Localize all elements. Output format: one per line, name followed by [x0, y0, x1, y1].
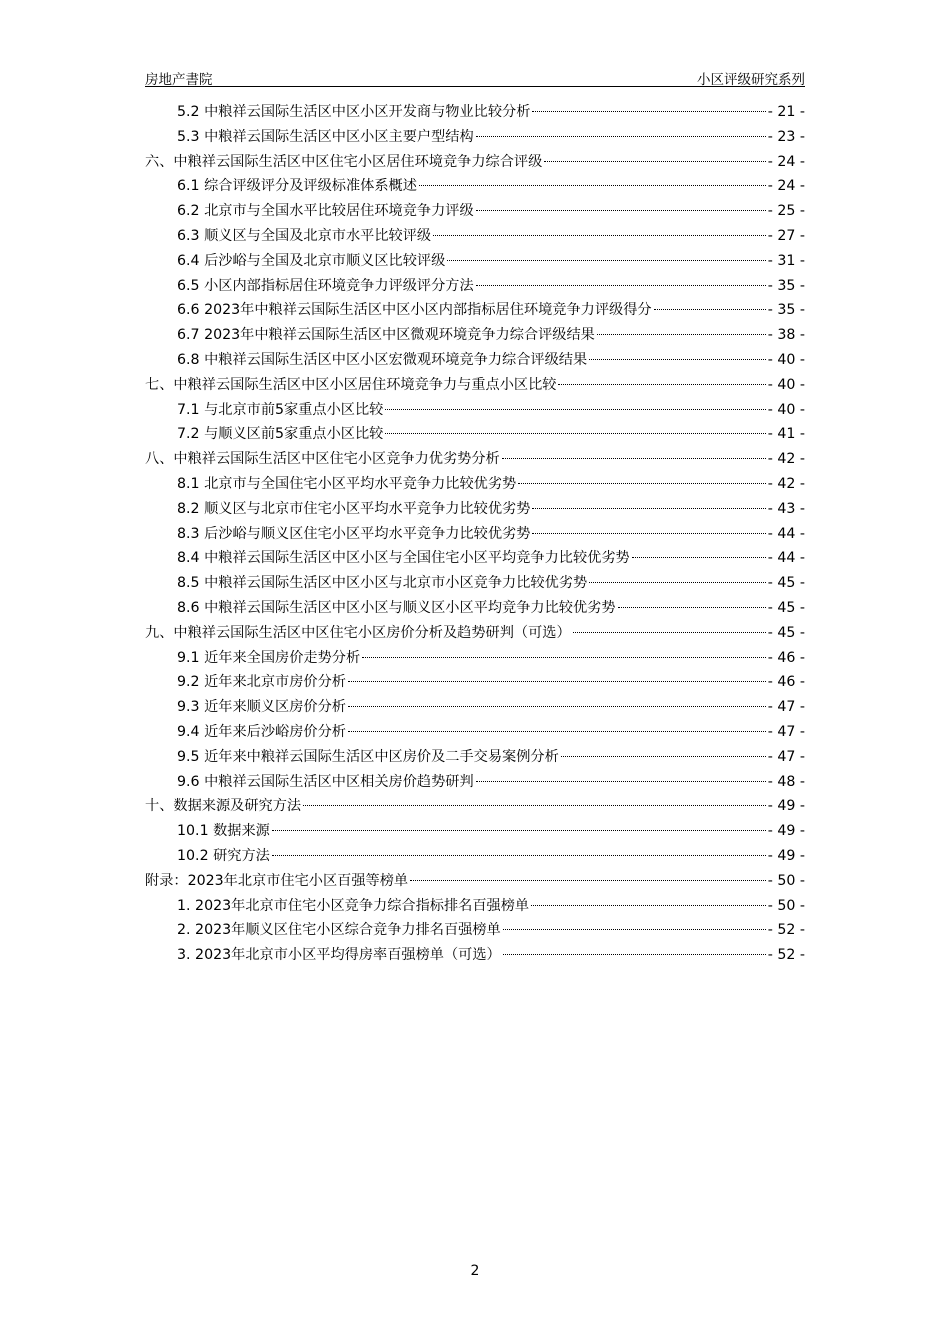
header-publisher: 房地产書院 [145, 72, 213, 88]
toc-entry-page: - 52 - [767, 922, 805, 939]
toc-entry[interactable] [145, 250, 805, 275]
toc-entry[interactable] [145, 299, 805, 324]
dot-leader [532, 533, 765, 534]
toc-entry-page: - 50 - [767, 872, 805, 889]
toc-entry[interactable] [145, 151, 805, 176]
toc-entry-title: 10.2 研究方法 [177, 847, 270, 864]
toc-entry[interactable] [145, 200, 805, 225]
toc-entry-title: 7.2 与顺义区前5家重点小区比较 [177, 426, 384, 443]
toc-entry-title: 6.5 小区内部指标居住环境竞争力评级评分方法 [177, 277, 474, 294]
dot-leader [573, 632, 766, 633]
toc-entry-title: 6.1 综合评级评分及评级标准体系概述 [177, 178, 417, 195]
toc-entry-page: - 49 - [767, 798, 805, 815]
toc-entry-page: - 35 - [767, 302, 805, 319]
dot-leader [531, 905, 766, 906]
page-number: 2 [470, 1263, 480, 1279]
toc-entry-title: 6.3 顺义区与全国及北京市水平比较评级 [177, 227, 432, 244]
table-of-contents [145, 101, 805, 969]
toc-entry-page: - 45 - [767, 624, 805, 641]
toc-entry[interactable] [145, 919, 805, 944]
toc-entry-title: 6.6 2023年中粮祥云国际生活区中区小区内部指标居住环境竞争力评级得分 [177, 302, 652, 319]
toc-entry-page: - 35 - [767, 277, 805, 294]
toc-entry[interactable] [145, 349, 805, 374]
toc-entry[interactable] [145, 671, 805, 696]
toc-entry-title: 8.1 北京市与全国住宅小区平均水平竞争力比较优劣势 [177, 475, 517, 492]
toc-entry[interactable] [145, 870, 805, 895]
toc-entry[interactable] [145, 622, 805, 647]
toc-entry[interactable] [145, 423, 805, 448]
toc-entry-title: 附录：2023年北京市住宅小区百强等榜单 [145, 872, 409, 889]
dot-leader [272, 830, 766, 831]
toc-entry-title: 十、数据来源及研究方法 [145, 798, 302, 815]
toc-entry[interactable] [145, 448, 805, 473]
toc-entry[interactable] [145, 126, 805, 151]
toc-entry-page: - 41 - [767, 426, 805, 443]
toc-entry[interactable] [145, 721, 805, 746]
toc-entry[interactable] [145, 647, 805, 672]
dot-leader [476, 285, 766, 286]
toc-entry[interactable] [145, 399, 805, 424]
header-series-title: 小区评级研究系列 [697, 72, 805, 88]
dot-leader [410, 880, 766, 881]
toc-entry[interactable] [145, 498, 805, 523]
dot-leader [385, 409, 765, 410]
toc-entry[interactable] [145, 696, 805, 721]
toc-entry-title: 七、中粮祥云国际生活区中区小区居住环境竞争力与重点小区比较 [145, 376, 557, 393]
toc-entry-title: 8.4 中粮祥云国际生活区中区小区与全国住宅小区平均竞争力比较优劣势 [177, 550, 630, 567]
toc-entry-title: 8.6 中粮祥云国际生活区中区小区与顺义区小区平均竞争力比较优劣势 [177, 599, 616, 616]
toc-entry-title: 6.2 北京市与全国水平比较居住环境竞争力评级 [177, 203, 474, 220]
toc-entry-page: - 45 - [767, 575, 805, 592]
dot-leader [544, 161, 765, 162]
toc-entry-page: - 47 - [767, 723, 805, 740]
dot-leader [272, 855, 766, 856]
toc-entry-page: - 47 - [767, 748, 805, 765]
dot-leader [532, 111, 765, 112]
dot-leader [532, 508, 765, 509]
toc-entry[interactable] [145, 820, 805, 845]
dot-leader [589, 359, 766, 360]
toc-entry[interactable] [145, 944, 805, 969]
dot-leader [597, 334, 766, 335]
toc-entry-page: - 31 - [767, 252, 805, 269]
page-header [145, 66, 805, 87]
toc-entry-page: - 40 - [767, 401, 805, 418]
toc-entry[interactable] [145, 746, 805, 771]
toc-entry-page: - 27 - [767, 227, 805, 244]
toc-entry-page: - 42 - [767, 451, 805, 468]
toc-entry-title: 8.2 顺义区与北京市住宅小区平均水平竞争力比较优劣势 [177, 500, 531, 517]
toc-entry-page: - 44 - [767, 550, 805, 567]
toc-entry-page: - 49 - [767, 823, 805, 840]
dot-leader [303, 805, 766, 806]
toc-entry-page: - 47 - [767, 699, 805, 716]
toc-entry[interactable] [145, 175, 805, 200]
toc-entry[interactable] [145, 771, 805, 796]
dot-leader [558, 384, 765, 385]
toc-entry[interactable] [145, 473, 805, 498]
toc-entry-page: - 21 - [767, 104, 805, 120]
toc-entry-title: 10.1 数据来源 [177, 823, 270, 840]
dot-leader [476, 210, 766, 211]
toc-entry[interactable] [145, 523, 805, 548]
toc-entry-page: - 52 - [767, 947, 805, 964]
toc-entry-page: - 50 - [767, 897, 805, 914]
toc-entry-title: 2. 2023年顺义区住宅小区综合竞争力排名百强榜单 [177, 922, 501, 939]
dot-leader [503, 954, 766, 955]
toc-entry-page: - 25 - [767, 203, 805, 220]
toc-entry[interactable] [145, 101, 805, 126]
toc-entry-page: - 24 - [767, 153, 805, 170]
toc-entry-title: 5.2 中粮祥云国际生活区中区小区开发商与物业比较分析 [177, 104, 531, 120]
dot-leader [632, 557, 766, 558]
toc-entry-title: 6.8 中粮祥云国际生活区中区小区宏微观环境竞争力综合评级结果 [177, 351, 588, 368]
toc-entry-page: - 40 - [767, 351, 805, 368]
dot-leader [589, 582, 766, 583]
dot-leader [419, 185, 766, 186]
toc-entry-title: 9.4 近年来后沙峪房价分析 [177, 723, 346, 740]
dot-leader [502, 458, 766, 459]
toc-entry-title: 8.5 中粮祥云国际生活区中区小区与北京市小区竞争力比较优劣势 [177, 575, 588, 592]
dot-leader [561, 756, 766, 757]
dot-leader [476, 136, 766, 137]
dot-leader [362, 657, 766, 658]
dot-leader [618, 607, 766, 608]
dot-leader [503, 929, 766, 930]
toc-entry-title: 九、中粮祥云国际生活区中区住宅小区房价分析及趋势研判（可选） [145, 624, 571, 641]
toc-entry-title: 9.3 近年来顺义区房价分析 [177, 699, 346, 716]
dot-leader [348, 706, 766, 707]
toc-entry[interactable] [145, 895, 805, 920]
toc-entry-title: 9.5 近年来中粮祥云国际生活区中区房价及二手交易案例分析 [177, 748, 559, 765]
toc-entry-page: - 40 - [767, 376, 805, 393]
toc-entry-title: 9.2 近年来北京市房价分析 [177, 674, 346, 691]
toc-entry-title: 6.7 2023年中粮祥云国际生活区中区微观环境竞争力综合评级结果 [177, 327, 595, 344]
toc-entry[interactable] [145, 597, 805, 622]
toc-entry-title: 8.3 后沙峪与顺义区住宅小区平均水平竞争力比较优劣势 [177, 525, 531, 542]
toc-entry[interactable] [145, 845, 805, 870]
toc-entry-title: 八、中粮祥云国际生活区中区住宅小区竞争力优劣势分析 [145, 451, 500, 468]
toc-entry-page: - 24 - [767, 178, 805, 195]
toc-entry-page: - 43 - [767, 500, 805, 517]
toc-entry[interactable] [145, 795, 805, 820]
toc-entry-page: - 42 - [767, 475, 805, 492]
toc-entry-title: 9.6 中粮祥云国际生活区中区相关房价趋势研判 [177, 773, 474, 790]
dot-leader [476, 781, 766, 782]
toc-entry[interactable] [145, 324, 805, 349]
dot-leader [447, 260, 765, 261]
toc-entry-title: 9.1 近年来全国房价走势分析 [177, 649, 361, 666]
toc-entry-title: 5.3 中粮祥云国际生活区中区小区主要户型结构 [177, 128, 474, 145]
toc-entry-title: 1. 2023年北京市住宅小区竞争力综合指标排名百强榜单 [177, 897, 530, 914]
toc-entry-page: - 46 - [767, 674, 805, 691]
toc-entry[interactable] [145, 225, 805, 250]
dot-leader [348, 731, 766, 732]
toc-entry-title: 6.4 后沙峪与全国及北京市顺义区比较评级 [177, 252, 446, 269]
toc-entry[interactable] [145, 547, 805, 572]
toc-entry-page: - 38 - [767, 327, 805, 344]
toc-entry-title: 7.1 与北京市前5家重点小区比较 [177, 401, 384, 418]
dot-leader [348, 681, 766, 682]
toc-entry-page: - 48 - [767, 773, 805, 790]
dot-leader [518, 483, 765, 484]
toc-entry-page: - 49 - [767, 847, 805, 864]
toc-entry-title: 六、中粮祥云国际生活区中区住宅小区居住环境竞争力综合评级 [145, 153, 543, 170]
dot-leader [385, 433, 765, 434]
toc-entry-page: - 44 - [767, 525, 805, 542]
toc-entry[interactable] [145, 374, 805, 399]
toc-entry[interactable] [145, 275, 805, 300]
toc-entry[interactable] [145, 572, 805, 597]
dot-leader [654, 309, 766, 310]
toc-entry-title: 3. 2023年北京市小区平均得房率百强榜单（可选） [177, 947, 501, 964]
toc-entry-page: - 45 - [767, 599, 805, 616]
dot-leader [433, 235, 766, 236]
toc-entry-page: - 23 - [767, 128, 805, 145]
toc-entry-page: - 46 - [767, 649, 805, 666]
